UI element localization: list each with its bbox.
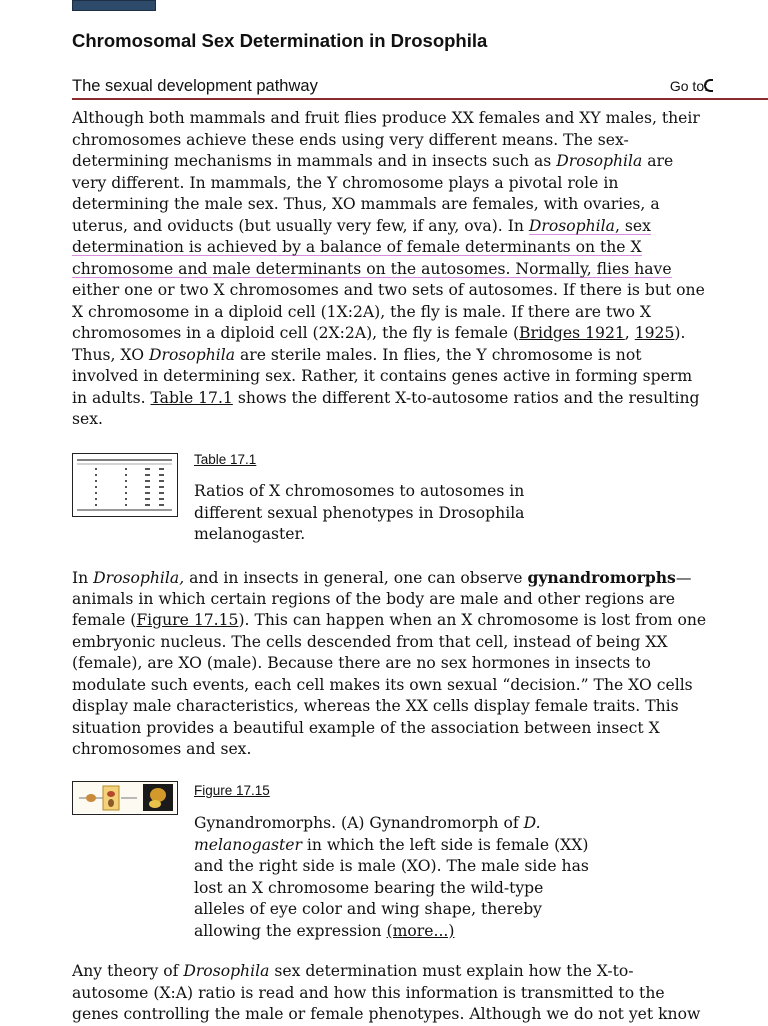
header-logo-bar xyxy=(72,0,156,11)
text-line: alleles of eye color and wing shape, thereby xyxy=(194,900,542,918)
paragraph-theory xyxy=(72,961,768,1026)
text-line: (female), are XO (male). Because there are no sex hormones in insects to xyxy=(72,654,651,672)
table-17-1-caption-link[interactable]: Table 17.1 xyxy=(194,452,257,467)
text-line: chromosomes achieve these ends using very different means. The sex- xyxy=(72,130,629,149)
figure-17-15-caption-link[interactable]: Figure 17.15 xyxy=(194,783,270,798)
text-line: X chromosome in a diploid cell (1X:2A), the fly is male. If there are two X xyxy=(72,302,652,321)
goto-chevron-icon[interactable] xyxy=(704,79,713,92)
text-line: involved in determining sex. Rather, it contains genes active in forming sperm xyxy=(72,367,693,385)
text-line: display male characteristics, whereas the XX cells display female traits. This xyxy=(72,697,679,715)
section-title: The sexual development pathway xyxy=(72,77,318,95)
section-header xyxy=(72,76,768,100)
goto-menu[interactable]: Go to: xyxy=(669,78,708,94)
page-title: Chromosomal Sex Determination in Drosophila xyxy=(72,30,488,51)
paragraph-intro xyxy=(72,108,768,431)
text-line: either one or two X chromosomes and two sets of autosomes. If there is but one xyxy=(72,281,705,299)
text-line: sex. xyxy=(72,410,103,428)
text-line: and the right side is male (XO). The male side has xyxy=(194,857,589,875)
text-line: Although both mammals and fruit flies produce XX females and XY males, their xyxy=(72,109,700,127)
text-line: autosome (X:A) ratio is read and how this information is transmitted to the xyxy=(72,983,665,1002)
table-caption xyxy=(194,481,554,546)
text-line: melanogaster. xyxy=(194,525,306,543)
table-thumbnail[interactable] xyxy=(72,453,178,517)
text-line: female (Figure 17.15). This can happen when an X chromosome is lost from one xyxy=(72,611,707,629)
text-line: In Drosophila, and in insects in general, one can observe gynandromorphs— xyxy=(72,568,692,587)
text-line: genes controlling the male or female phenotypes. Although we do not yet know xyxy=(72,1005,701,1023)
text-line: uterus, and oviducts (but usually very few, if any, ova). In Drosophila, sex xyxy=(72,216,651,235)
figure-thumbnail[interactable] xyxy=(72,781,178,815)
more-link[interactable]: (more...) xyxy=(386,921,455,940)
text-line: determining the male sex. Thus, XO mammals are females, with ovaries, a xyxy=(72,195,660,213)
citation-link-1925[interactable]: 1925 xyxy=(634,324,675,342)
text-line: Gynandromorphs. (A) Gynandromorph of D. xyxy=(194,814,541,832)
table-17-1-link[interactable]: Table 17.1 xyxy=(150,388,233,407)
paragraph-gynandromorphs xyxy=(72,567,768,761)
text-line: situation provides a beautiful example of the association between insect X xyxy=(72,718,660,737)
citation-link-bridges-1921[interactable]: Bridges 1921 xyxy=(519,324,625,342)
text-line: different sexual phenotypes in Drosophila xyxy=(194,503,525,522)
text-line: in adults. Table 17.1 shows the different X-to-autosome ratios and the resulting xyxy=(72,388,700,407)
text-line: chromosomes and sex. xyxy=(72,740,252,758)
table-thumbnail-image xyxy=(73,454,176,515)
text-line: Ratios of X chromosomes to autosomes in xyxy=(194,482,525,500)
text-line: melanogaster in which the left side is female (XX) xyxy=(194,835,589,854)
text-line: Thus, XO Drosophila are sterile males. In flies, the Y chromosome is not xyxy=(72,345,642,364)
text-line: allowing the expression (more...) xyxy=(194,921,455,940)
text-line: embryonic nucleus. The cells descended from that cell, instead of being XX xyxy=(72,632,668,651)
text-line: determining mechanisms in mammals and in insects such as Drosophila are xyxy=(72,152,674,170)
text-line: chromosomes in a diploid cell (2X:2A), the fly is female (Bridges 1921, 1925). xyxy=(72,324,686,342)
figure-thumbnail-image xyxy=(73,782,176,813)
text-line: animals in which certain regions of the body are male and other regions are xyxy=(72,589,676,608)
text-line: determination is achieved by a balance of female determinants on the X xyxy=(72,238,642,256)
text-line: lost an X chromosome bearing the wild-type xyxy=(194,878,544,897)
figure-caption xyxy=(194,813,589,942)
text-line: modulate such events, each cell makes its own sexual “decision.” The XO cells xyxy=(72,675,693,694)
text-line: Any theory of Drosophila sex determination must explain how the X-to- xyxy=(72,962,634,980)
figure-17-15-link[interactable]: Figure 17.15 xyxy=(136,611,239,629)
text-line: chromosome and male determinants on the autosomes. Normally, flies have xyxy=(72,259,672,278)
text-line: very different. In mammals, the Y chromosome plays a pivotal role in xyxy=(72,173,619,192)
